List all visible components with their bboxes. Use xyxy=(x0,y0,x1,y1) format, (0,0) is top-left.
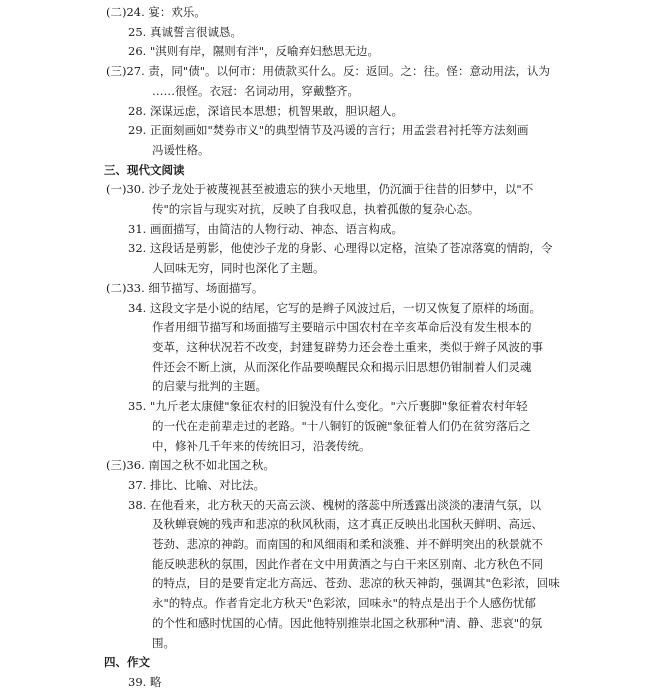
answer-line: (一)30. 沙子龙处于被蔑视甚至被遗忘的狭小天地里，仍沉湎于往昔的旧梦中，以"不 xyxy=(106,182,534,197)
answer-line: 传"的宗旨与现实对抗，反映了自我叹息，执着孤傲的复杂心态。 xyxy=(152,202,480,217)
answer-line: (二)24. 宴：欢乐。 xyxy=(106,5,206,19)
answer-line: 及秋蝉衰婉的残声和悲凉的秋风秋雨，这才真正反映出北国秋天鲜明、高远、 xyxy=(152,517,543,532)
answer-line: 39. 略 xyxy=(128,675,162,689)
answer-line: 35. "九斤老太康健"象征农村的旧貌没有什么变化。"六斤裹脚"象征着农村年轻 xyxy=(128,399,528,414)
answer-line: 38. 在他看来，北方秋天的天高云淡、槐树的落蕊中所透露出淡淡的凄清气氛，以 xyxy=(128,497,541,512)
answer-line: 25. 真诚誓言很诚恳。 xyxy=(128,24,242,39)
answer-line: 冯谖性格。 xyxy=(152,142,210,157)
answer-line: 人回味无穷，同时也深化了主题。 xyxy=(152,261,325,276)
answer-line: 的特点，目的是要肯定北方高远、苍劲、悲凉的秋天神韵，强调其"色彩浓，回味 xyxy=(152,576,560,591)
answer-line: 37. 排比、比喻、对比法。 xyxy=(128,477,265,492)
answer-line: 31. 画面描写，由简洁的人物行动、神态、语言构成。 xyxy=(128,221,403,236)
answer-line: 的启蒙与批判的主题。 xyxy=(152,379,267,394)
answer-line: 苍劲、悲凉的神韵。而南国的和风细雨和柔和淡雅、并不鲜明突出的秋景就不 xyxy=(152,537,543,552)
answer-line: 围。 xyxy=(152,635,175,650)
answer-line: 32. 这段话是剪影，他使沙子龙的身影、心理得以定格，渲染了苍凉落寞的情韵，令 xyxy=(128,241,553,256)
answer-line: 26. "淇则有岸，隰则有泮"，反喻弃妇愁思无边。 xyxy=(128,44,380,59)
answer-line: 作者用细节描写和场面描写主要暗示中国农村在辛亥革命后没有发生根本的 xyxy=(152,320,532,335)
answer-line: (三)36. 南国之秋不如北国之秋。 xyxy=(106,458,275,473)
answer-line: 28. 深谋远虑，深谙民本思想；机智果敢，胆识超人。 xyxy=(128,103,403,118)
section-heading: 四、作文 xyxy=(104,655,150,670)
answer-line: 变革，这种状况若不改变，封建复辟势力还会卷土重来，类似于辫子风波的事 xyxy=(152,340,543,354)
answer-line: ……很怪。衣冠：名词动用，穿戴整齐。 xyxy=(152,83,359,98)
answer-line: 永"的特点。作者肯定北方秋天"色彩浓，回味永"的特点是出于个人感伤忧郁 xyxy=(152,596,536,611)
answer-line: (三)27. 责，同"债"。以何市：用债款买什么。反：返回。之：往。怪：意动用法，认为 xyxy=(106,64,550,79)
answer-line: 中，修补几千年来的传统旧习，沿袭传统。 xyxy=(152,438,371,453)
answer-line: 29. 正面刻画如"焚券市义"的典型情节及冯谖的言行；用孟尝君衬托等方法刻画 xyxy=(128,123,529,138)
answer-line: 的个性和感时忧国的心情。因此他特别推崇北国之秋那种"清、静、悲哀"的氛 xyxy=(152,615,543,630)
answer-line: 34. 这段文字是小说的结尾，它写的是辫子风波过后，一切又恢复了原样的场面。 xyxy=(128,300,541,315)
answer-line: 的一代在走前辈走过的老路。"十八铜钉的饭碗"象征着人们仍在贫穷落后之 xyxy=(152,418,531,433)
answer-line: (二)33. 细节描写、场面描写。 xyxy=(106,280,264,295)
section-heading: 三、现代文阅读 xyxy=(104,162,185,177)
answer-line: 能反映悲秋的氛围，因此作者在文中用黄酒之与白干来区别南、北方秋色不同 xyxy=(152,556,543,571)
answer-line: 件还会不断上演，从而深化作品要唤醒民众和揭示旧思想仍钳制着人们灵魂 xyxy=(152,359,532,374)
